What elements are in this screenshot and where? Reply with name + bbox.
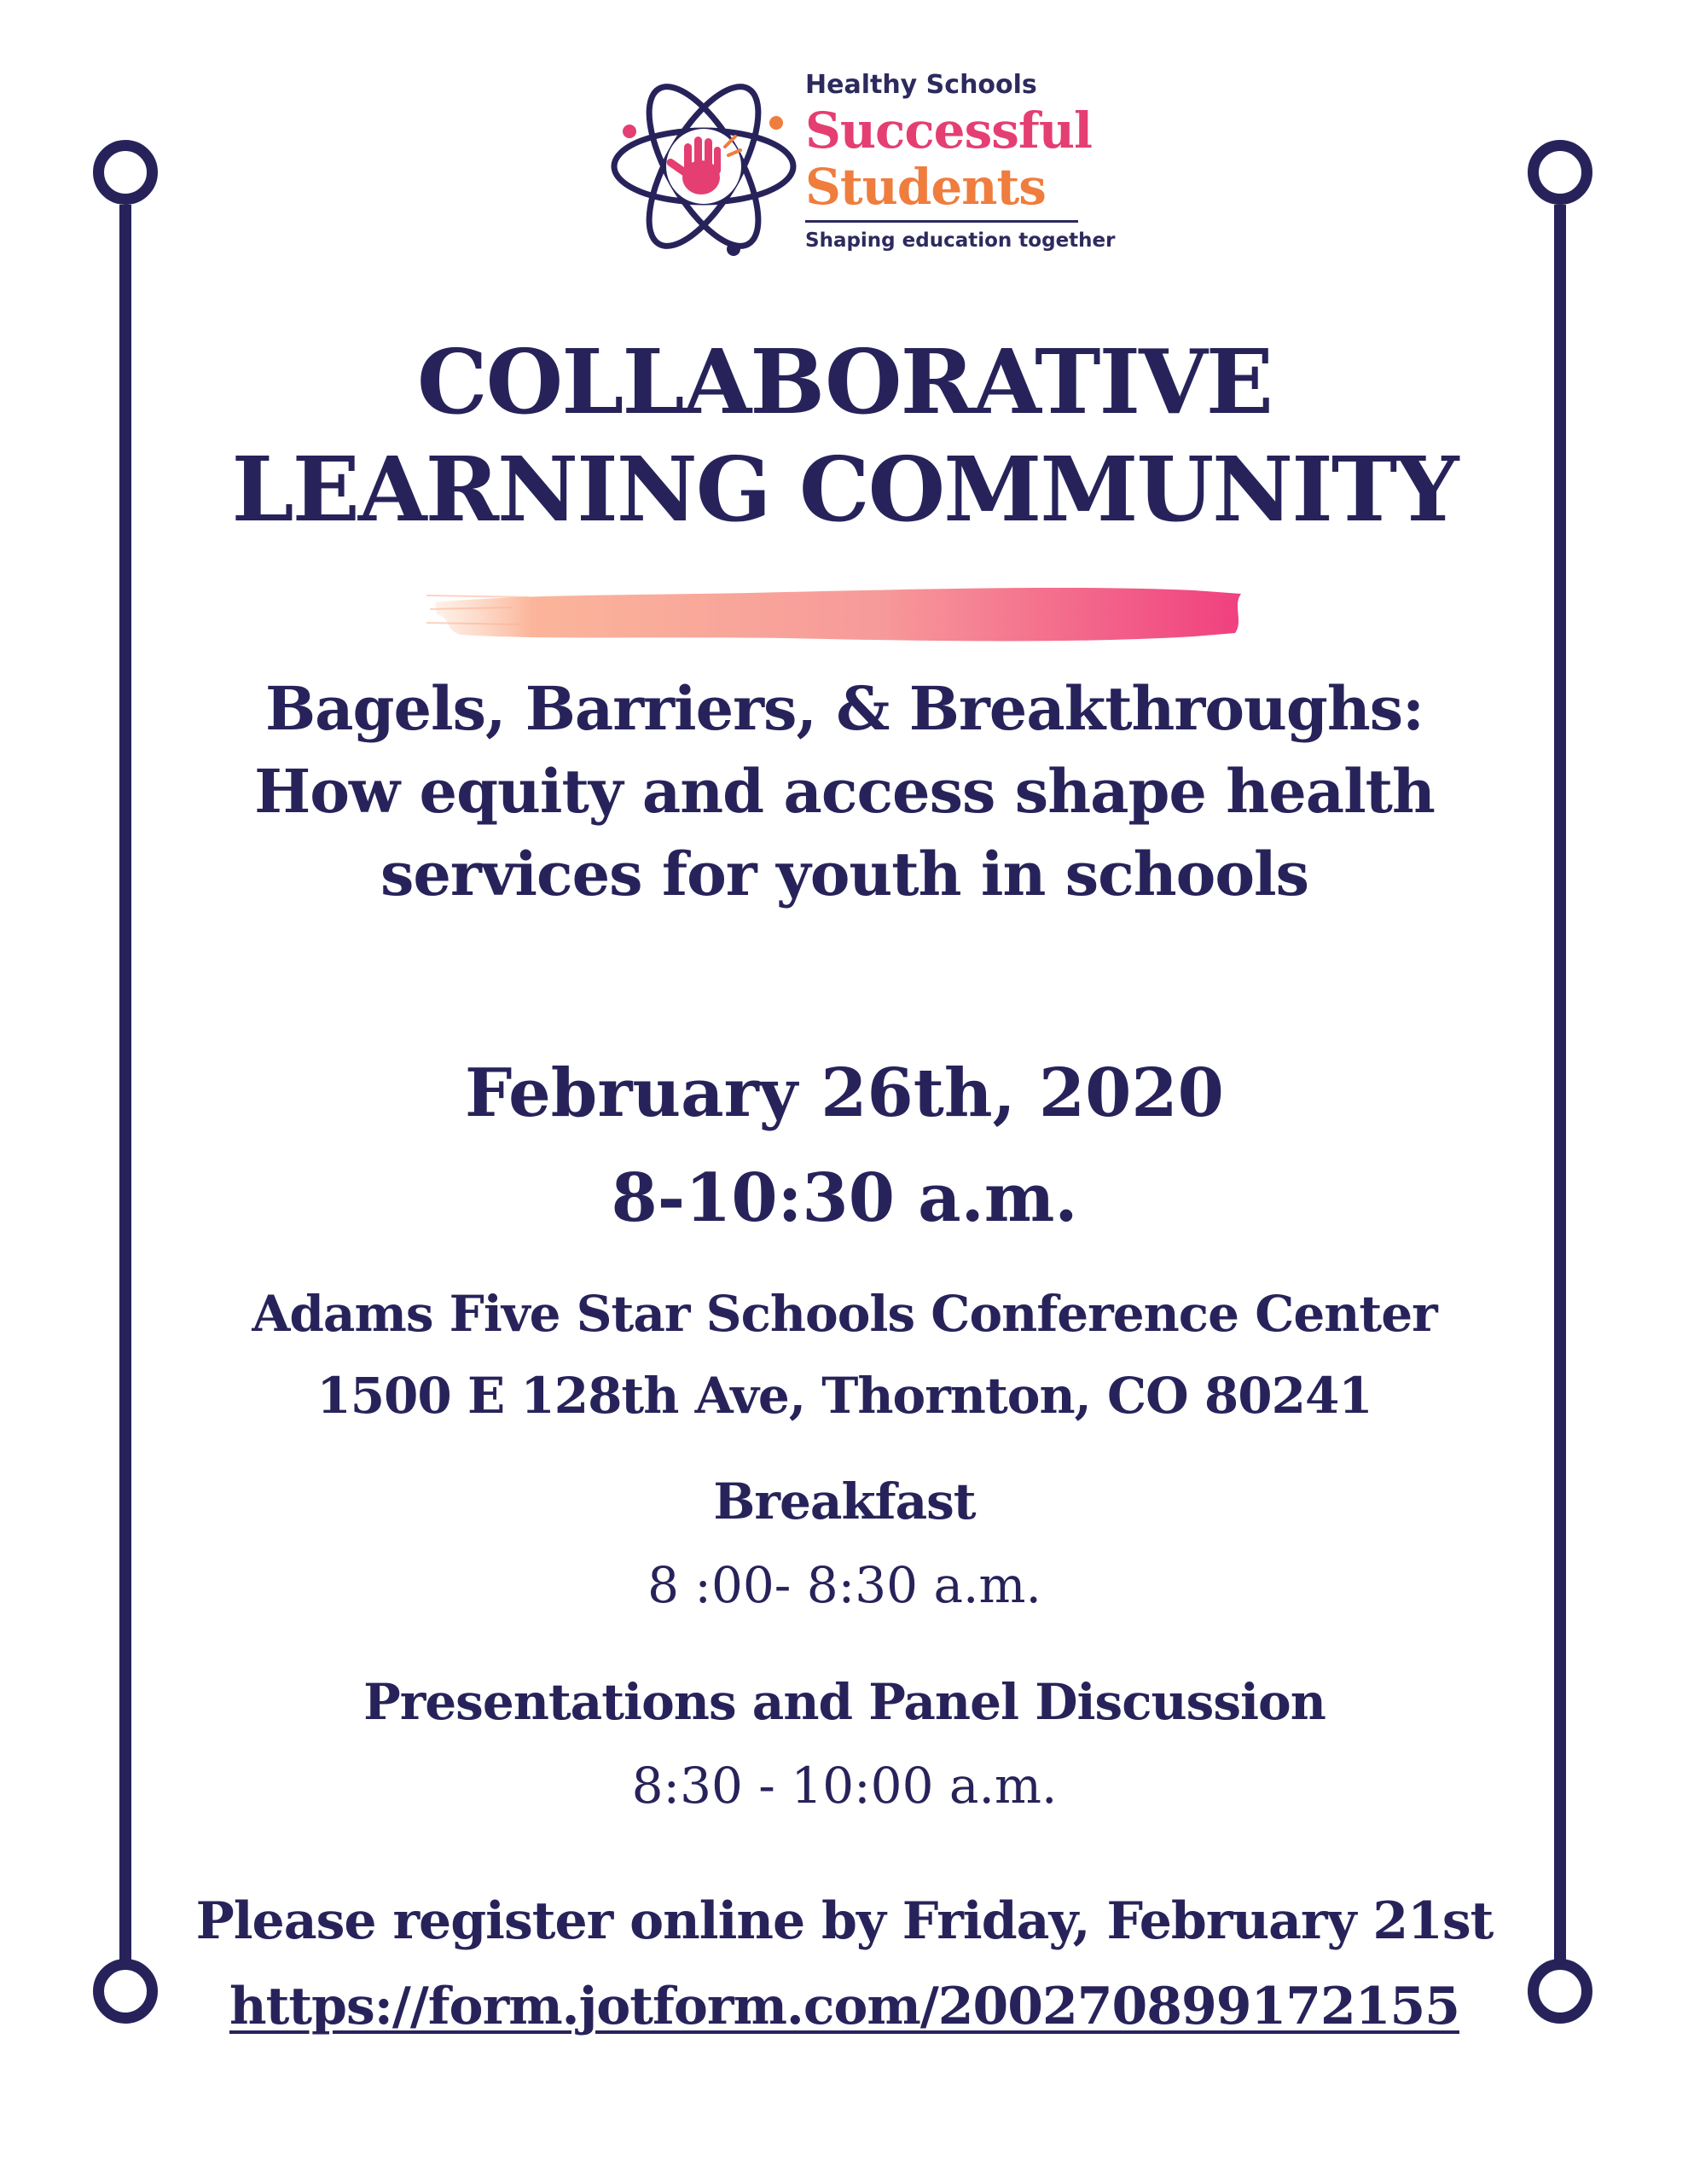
- registration-text: Please register online by Friday, February 21st: [195, 1891, 1494, 1951]
- event-venue: [136, 1273, 1552, 1437]
- venue-name: Adams Five Star Schools Conference Center: [252, 1285, 1437, 1343]
- schedule-item-label: Presentations and Panel Discussion: [363, 1673, 1325, 1731]
- subtitle-line-3: services for youth in schools: [380, 839, 1309, 909]
- logo-tagline: Shaping education together: [805, 229, 1116, 252]
- subtitle-line-1: Bagels, Barriers, & Breakthroughs:: [265, 673, 1424, 744]
- schedule-item-time: 8:30 - 10:00 a.m.: [631, 1757, 1058, 1815]
- brush-stroke-decoration: [426, 570, 1245, 655]
- event-date: February 26th, 2020: [465, 1054, 1224, 1132]
- schedule-item-time: 8 :00- 8:30 a.m.: [647, 1556, 1041, 1614]
- frame-ring-top-left: [93, 140, 158, 205]
- main-title-line-2: LEARNING COMMUNITY: [231, 437, 1458, 542]
- venue-address: 1500 E 128th Ave, Thornton, CO 80241: [316, 1367, 1372, 1425]
- frame-left-line: [119, 205, 131, 1988]
- main-title-line-1: COLLABORATIVE: [416, 329, 1273, 434]
- schedule-item-label: Breakfast: [713, 1472, 976, 1531]
- logo: [606, 68, 1134, 273]
- event-subtitle: [136, 667, 1552, 915]
- logo-top-line: Healthy Schools: [805, 70, 1037, 100]
- subtitle-line-2: How equity and access shape health: [254, 756, 1435, 827]
- event-date-time: [136, 1041, 1552, 1251]
- registration-link[interactable]: https://form.jotform.com/200270899172155: [229, 1977, 1459, 2036]
- logo-divider: [805, 220, 1078, 223]
- logo-line-students: Students: [805, 158, 1046, 216]
- frame-ring-top-right: [1528, 140, 1592, 205]
- event-time: 8-10:30 a.m.: [611, 1159, 1078, 1237]
- registration-block: [136, 1879, 1552, 2049]
- frame-right-line: [1554, 205, 1566, 1988]
- main-title: [136, 328, 1552, 543]
- atom-hand-icon: [606, 68, 802, 264]
- logo-line-successful: Successful: [805, 102, 1093, 160]
